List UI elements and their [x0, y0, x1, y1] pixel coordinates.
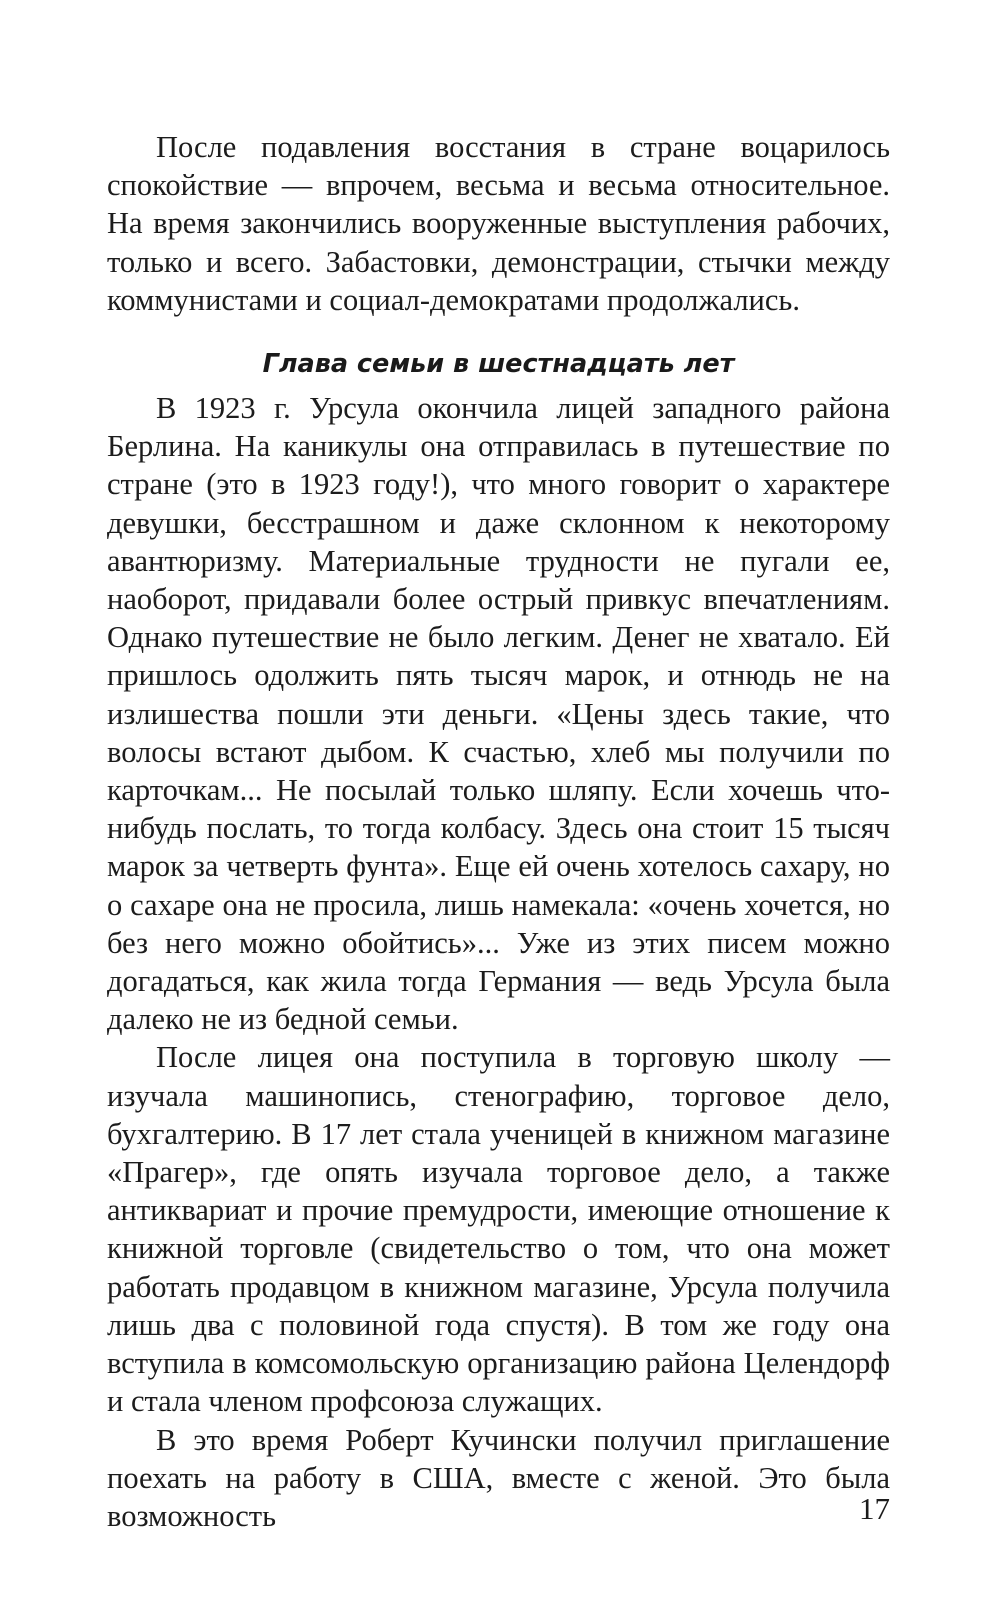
section-heading: Глава семьи в шестнадцать лет: [262, 349, 735, 380]
paragraph-2: В 1923 г. Урсула окончила лицей западного района Берлина. На каникулы она отправилась в путешествие по стране (это в 1923 году!), что много говорит о характере девушки, бесстрашном и даже склонном к некоторому авантюризму. Материальные трудности не пугали ее, наоборот, придавали более острый привкус впечатлениям. Однако путешествие не было легким. Денег не хватало. Ей пришлось одолжить пять тысяч марок, и отнюдь не на излишества пошли эти деньги. «Цены здесь такие, что волосы встают дыбом. К счастью, хлеб мы получили по карточкам... Не посылай только шляпу. Если хочешь что-нибудь послать, то тогда колбасу. Здесь она стоит 15 тысяч марок за четверть фунта». Еще ей очень хотелось сахару, но о сахаре она не просила, лишь намекала: «очень хочется, но без него можно обойтись»... Уже из этих писем можно догадаться, как жила тогда Германия — ведь Урсула была далеко не из бедной семьи.: [107, 391, 890, 1037]
page-body: [107, 128, 890, 1535]
paragraph-4: В это время Роберт Кучински получил приглашение поехать на работу в США, вместе с женой. Это была возможность: [107, 1422, 890, 1533]
page-number: 17: [859, 1491, 890, 1526]
paragraph-3: После лицея она поступила в торговую школу — изучала машинопись, стенографию, торговое дело, бухгалтерию. В 17 лет стала ученицей в книжном магазине «Прагер», где опять изучала торговое дело, а также антиквариат и прочие премудрости, имеющие отношение к книжной торговле (свидетельство о том, что она может работать продавцом в книжном магазине, Урсула получила лишь два с половиной года спустя). В том же году она вступила в комсомольскую организацию района Целендорф и стала членом профсоюза служащих.: [107, 1040, 890, 1419]
paragraph-1: После подавления восстания в стране воцарилось спокойствие — впрочем, весьма и весьма относительное. На время закончились вооруженные выступления рабочих, только и всего. Забастовки, демонстрации, стычки между коммунистами и социал-демократами продолжались.: [107, 130, 890, 317]
